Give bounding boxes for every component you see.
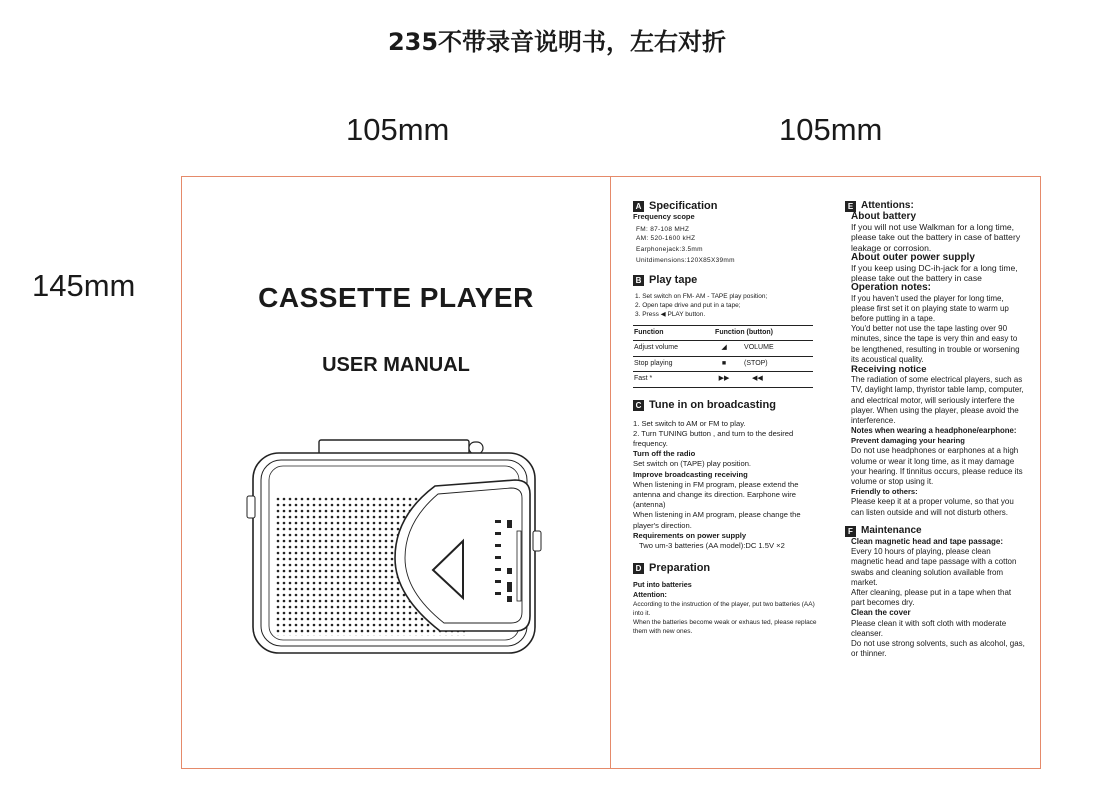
attention-title: Attention: xyxy=(633,589,667,599)
section-letter: C xyxy=(633,400,644,411)
clean-head-text: Every 10 hours of playing, please clean magnetic head and tape passage with a cotton swabs and cleaning solution available from market. xyxy=(851,547,1017,587)
section-play-tape-heading xyxy=(633,275,818,286)
improve-title: Improve broadcasting receiving xyxy=(633,469,748,479)
power-title: Requirements on power supply xyxy=(633,530,747,540)
spec-line: FM: 87-108 MHZ xyxy=(636,225,690,233)
rewind-icon: ◀◀ xyxy=(752,375,763,382)
section-tune-heading xyxy=(633,400,818,411)
section-letter: F xyxy=(845,526,856,537)
improve-am-text: When listening in AM program, please change the player's direction. xyxy=(633,510,801,530)
operation-text: You'd better not use the tape lasting over 90 minutes, since the tape is very thin and easy to be lengthened, resulting in trouble or worsening its acoustical quality. xyxy=(851,324,1020,364)
table-row xyxy=(633,372,813,388)
left-width-label: 105mm xyxy=(346,112,450,147)
friendly-title: Friendly to others: xyxy=(851,487,918,497)
table-cell: (STOP) xyxy=(744,359,768,367)
receiving-text: The radiation of some electrical players, such as TV, daylight lamp, thyristor table lamp, computer, and electrical motor, will seriously interfere the player. When using the player, please avoid the interference. xyxy=(851,375,1024,426)
table-header: Function (button) xyxy=(703,325,813,341)
clean-cover-text: Please clean it with soft cloth with moderate cleanser. xyxy=(851,618,1007,638)
height-label: 145mm xyxy=(32,268,136,303)
friendly-text: Please keep it at a proper volume, so that you can listen outside and will not disturb others. xyxy=(851,497,1014,517)
table-row xyxy=(633,356,813,372)
section-letter: D xyxy=(633,563,644,574)
power-text: Two um-3 batteries (AA model):DC 1.5V ×2 xyxy=(639,540,785,550)
play-step-3: 3. Press ◀ PLAY button. xyxy=(635,310,706,318)
maintenance-body xyxy=(845,537,1025,659)
table-header-row xyxy=(633,325,813,341)
clean-cover-text: Do not use strong solvents, such as alcohol, gas, or thinner. xyxy=(851,638,1025,659)
headphone-notes-title: Notes when wearing a headphone/earphone: xyxy=(851,426,1017,436)
stop-icon: ■ xyxy=(721,359,727,367)
improve-fm-text: When listening in FM program, please extend the antenna and change its direction. Earphone wire (antenna) xyxy=(633,479,799,510)
table-cell: Adjust volume xyxy=(633,341,703,357)
table-cell: Fast * xyxy=(633,372,703,388)
turn-off-text: Set switch on (TAPE) play position. xyxy=(633,459,752,469)
section-letter: E xyxy=(845,201,856,212)
play-icon: ◀ xyxy=(660,310,666,318)
spec-line: Unitdimensions:120X85X39mm xyxy=(636,256,735,264)
section-maintenance-heading xyxy=(845,526,1025,537)
section-title: Play tape xyxy=(649,273,698,286)
play-steps xyxy=(633,292,818,319)
section-title: Attentions: xyxy=(861,200,914,212)
attentions-body xyxy=(845,212,1025,518)
table-cell: Stop playing xyxy=(633,356,703,372)
play-step: 1. Set switch on FM- AM - TAPE play position; xyxy=(635,292,768,300)
volume-icon: ◢ xyxy=(721,344,727,351)
preparation-body xyxy=(633,580,818,636)
clean-head-text: After cleaning, please put in a tape when that part becomes dry. xyxy=(851,587,1012,608)
operation-title: Operation notes: xyxy=(851,282,932,294)
battery-text: If you will not use Walkman for a long time, please take out the battery in case of battery leakage or corrosion. xyxy=(851,222,1021,253)
cover-subtitle: USER MANUAL xyxy=(322,354,470,376)
section-letter: B xyxy=(633,275,644,286)
weak-text: When the batteries become weak or exhaus ted, please replace them with new ones. xyxy=(633,618,817,635)
outer-power-text: If you keep using DC-ih-jack for a long time, please take out the battery in case xyxy=(851,263,1018,284)
section-preparation-heading xyxy=(633,563,818,574)
cover-title: CASSETTE PLAYER xyxy=(258,282,534,313)
section-title: Specification xyxy=(649,200,718,213)
fast-forward-icon: ▶▶ xyxy=(718,375,730,382)
outer-power-title: About outer power supply xyxy=(851,251,975,263)
section-specification-heading xyxy=(633,201,818,212)
prevent-text: Do not use headphones or earphones at a high volume or wear it long time, as it may damage your hearing. If tinnitus occurs, please reduce its volume or stop using it. xyxy=(851,446,1023,487)
tune-body xyxy=(633,419,818,552)
spec-line: Earphonejack:3.5mm xyxy=(636,245,703,253)
table-row xyxy=(633,341,813,357)
cassette-player-illustration xyxy=(245,436,545,661)
section-title: Maintenance xyxy=(861,525,922,537)
attention-text: According to the instruction of the player, put two batteries (AA) into it. xyxy=(633,600,815,617)
table-cell: VOLUME xyxy=(744,344,774,351)
operation-text: If you haven't used the player for long time, please first set it on playing state to warm up before putting in a tape. xyxy=(851,293,1009,324)
section-title: Preparation xyxy=(649,562,711,575)
table-header: Function xyxy=(633,325,703,341)
tune-step: 1. Set switch to AM or FM to play. xyxy=(633,418,746,428)
battery-title: About battery xyxy=(851,211,916,222)
spec-lines xyxy=(633,225,818,265)
page-heading: 235不带录音说明书，左右对折 xyxy=(387,28,727,56)
section-title: Tune in on broadcasting xyxy=(649,398,776,411)
play-step: 2. Open tape drive and put in a tape; xyxy=(635,301,741,309)
middle-column xyxy=(633,201,818,636)
clean-head-title: Clean magnetic head and tape passage: xyxy=(851,536,1004,546)
frequency-label: Frequency scope xyxy=(633,212,695,221)
spec-line: AM: 520-1600 kHZ xyxy=(636,234,696,242)
turn-off-title: Turn off the radio xyxy=(633,449,696,459)
clean-cover-title: Clean the cover xyxy=(851,608,911,618)
right-column xyxy=(845,201,1025,659)
right-width-label: 105mm xyxy=(779,112,883,147)
tune-step: 2. Turn TUNING button , and turn to the desired frequency. xyxy=(633,428,794,448)
function-table xyxy=(633,325,813,388)
prevent-title: Prevent damaging your hearing xyxy=(851,436,965,446)
receiving-title: Receiving notice xyxy=(851,364,927,376)
batteries-title: Put into batteries xyxy=(633,580,692,590)
section-letter: A xyxy=(633,201,644,212)
